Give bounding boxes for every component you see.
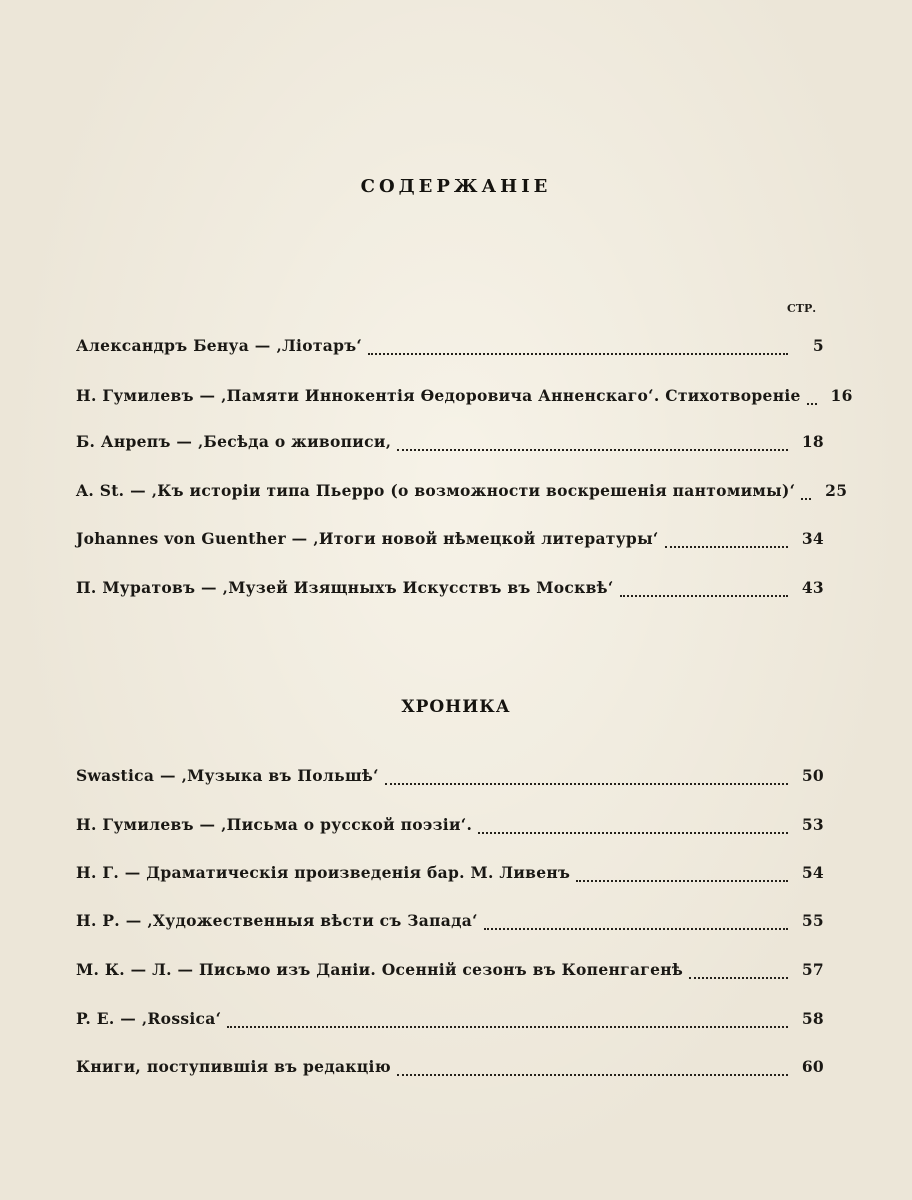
dot-leader (368, 353, 788, 355)
entry-text: Книги, поступившія въ редакцію (76, 1057, 391, 1076)
toc-entry (76, 336, 824, 360)
entry-page-number: 25 (825, 481, 848, 500)
entry-page-number: 16 (830, 386, 853, 405)
entry-page-number: 54 (801, 863, 824, 882)
toc-entry (76, 386, 853, 410)
entry-text: Александръ Бенуа — ‚Ліотаръ‘ (76, 336, 363, 355)
dot-leader (807, 403, 817, 405)
entry-page-number: 5 (812, 336, 824, 355)
entry-page-number: 50 (801, 766, 824, 785)
dot-leader (801, 498, 811, 500)
dot-leader (665, 546, 788, 548)
chronicle-entry (76, 766, 824, 790)
dot-leader (397, 1074, 788, 1076)
dot-leader (478, 832, 788, 834)
entry-text: Johannes von Guenther — ‚Итоги новой нѣмецкой литературы‘ (76, 529, 659, 548)
entry-text: P. E. — ‚Rossica‘ (76, 1009, 222, 1028)
entry-page-number: 57 (801, 960, 824, 979)
chronicle-entry (76, 911, 824, 935)
dot-leader (576, 880, 788, 882)
chronicle-entry (76, 815, 824, 839)
entry-page-number: 43 (801, 578, 824, 597)
entry-page-number: 18 (801, 432, 824, 451)
chronicle-heading: ХРОНИКА (401, 697, 511, 717)
entry-text: A. St. — ‚Къ исторіи типа Пьерро (о возможности воскрешенія пантомимы)‘ (76, 481, 796, 500)
entry-text: Н. Гумилевъ — ‚Памяти Иннокентія Ѳедоровича Анненскаго‘. Стихотвореніе (76, 386, 801, 405)
dot-leader (227, 1026, 788, 1028)
toc-entry (76, 481, 848, 505)
toc-entry (76, 432, 824, 456)
dot-leader (689, 977, 788, 979)
entry-text: Н. Гумилевъ — ‚Письма о русской поэзіи‘. (76, 815, 473, 834)
entry-text: Н. Г. — Драматическія произведенія бар. М. Ливенъ (76, 863, 571, 882)
chronicle-entry (76, 863, 824, 887)
page-column-label: СТР. (787, 302, 817, 315)
dot-leader (484, 928, 788, 930)
dot-leader (385, 783, 788, 785)
entry-page-number: 53 (801, 815, 824, 834)
toc-entry (76, 529, 824, 553)
entry-text: Н. Р. — ‚Художественныя вѣсти съ Запада‘ (76, 911, 478, 930)
entry-page-number: 58 (801, 1009, 824, 1028)
entry-page-number: 34 (801, 529, 824, 548)
entry-text: М. К. — Л. — Письмо изъ Даніи. Осенній сезонъ въ Копенгагенѣ (76, 960, 684, 979)
entry-text: Swastica — ‚Музыка въ Польшѣ‘ (76, 766, 379, 785)
chronicle-entry (76, 1057, 824, 1081)
dot-leader (620, 595, 788, 597)
contents-heading: СОДЕРЖАНІЕ (360, 176, 552, 197)
toc-entry (76, 578, 824, 602)
entry-text: П. Муратовъ — ‚Музей Изящныхъ Искусствъ въ Москвѣ‘ (76, 578, 614, 597)
chronicle-entry (76, 960, 824, 984)
entry-page-number: 60 (801, 1057, 824, 1076)
entry-page-number: 55 (801, 911, 824, 930)
entry-text: Б. Анрепъ — ‚Бесѣда о живописи‚ (76, 432, 392, 451)
dot-leader (397, 449, 788, 451)
chronicle-entry (76, 1009, 824, 1033)
